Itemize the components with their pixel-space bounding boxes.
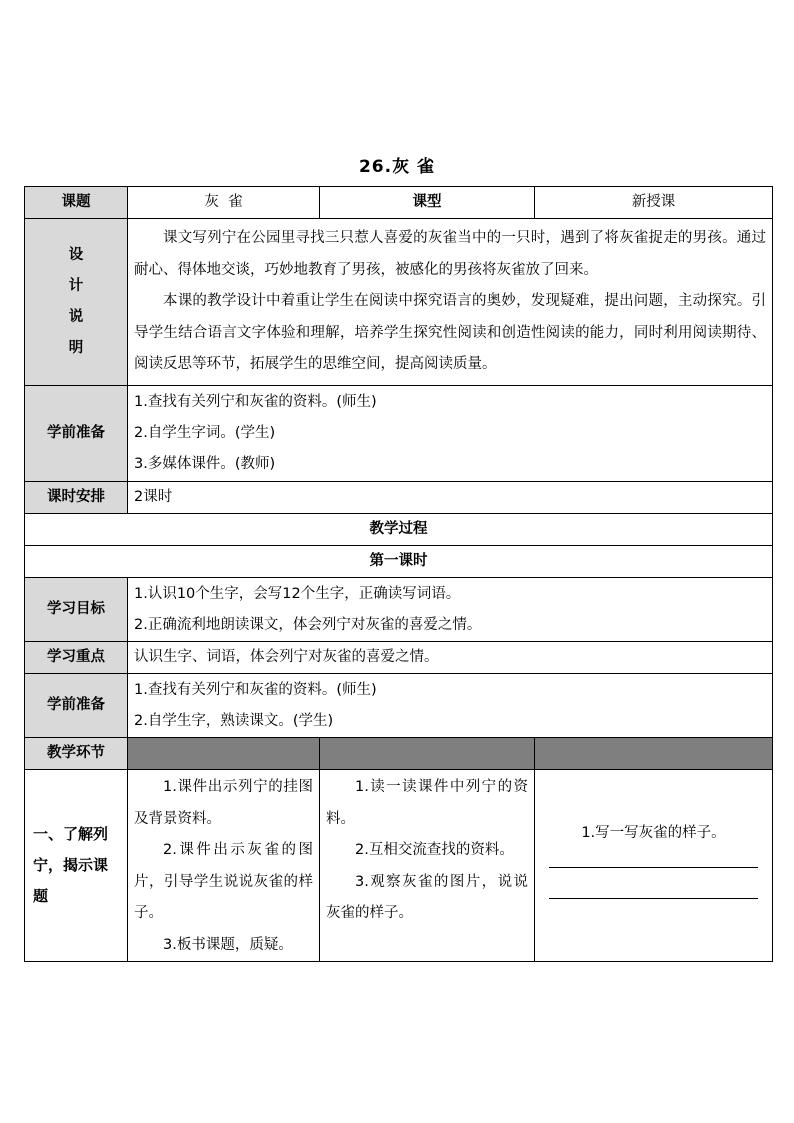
exercise-prompt: 1.写一写灰雀的样子。	[581, 825, 726, 841]
teacher-header-cell	[128, 738, 320, 770]
steps-label: 教学环节	[25, 738, 128, 770]
design-paragraph: 本课的教学设计中着重让学生在阅读中探究语言的奥妙，发现疑难，提出问题，主动探究。引导学生结合语言文字体验和理解，培养学生探究性阅读和创造性阅读的能力，同时利用阅读期待、阅读反思等环节，拓展学生的思维空间，提高阅读质量。	[134, 293, 766, 373]
prep1-row	[25, 386, 773, 482]
student-activity: 1.读一读课件中列宁的资料。	[326, 779, 528, 827]
prep2-items	[128, 674, 773, 738]
process-title: 教学过程	[25, 514, 773, 546]
type-value: 新授课	[535, 187, 773, 219]
step1-label: 一、了解列宁，揭示课题	[25, 770, 128, 962]
focus-value: 认识生字、词语，体会列宁对灰雀的喜爱之情。	[128, 642, 773, 674]
answer-line	[549, 898, 758, 899]
focus-label: 学习重点	[25, 642, 128, 674]
prep1-items	[128, 386, 773, 482]
page-title: 26.灰 雀	[358, 157, 436, 177]
process-title-row	[25, 514, 773, 546]
prep2-label: 学前准备	[25, 674, 128, 738]
list-item: 2.自学生字词。(学生)	[134, 425, 276, 441]
prep1-label: 学前准备	[25, 386, 128, 482]
teacher-activity: 1.课件出示列宁的挂图及背景资料。	[134, 779, 313, 827]
goals-items	[128, 578, 773, 642]
design-row	[25, 219, 773, 386]
period-title-row	[25, 546, 773, 578]
list-item: 1.查找有关列宁和灰雀的资料。(师生)	[134, 681, 377, 698]
step1-row	[25, 770, 773, 962]
student-header-cell	[320, 738, 535, 770]
design-text	[128, 219, 773, 386]
list-item: 2.自学生字，熟读课文。(学生)	[134, 712, 334, 729]
period-title: 第一课时	[25, 546, 773, 578]
goals-row	[25, 578, 773, 642]
list-item: 3.多媒体课件。(教师)	[134, 456, 276, 472]
prep2-row	[25, 674, 773, 738]
lesson-plan-table	[24, 186, 773, 962]
list-item: 1.认识10个生字，会写12个生字，正确读写词语。	[134, 585, 461, 602]
teacher-activity: 3.板书课题，质疑。	[163, 936, 293, 953]
step1-student	[320, 770, 535, 962]
goals-label: 学习目标	[25, 578, 128, 642]
design-paragraph: 课文写列宁在公园里寻找三只惹人喜爱的灰雀当中的一只时，遇到了将灰雀捉走的男孩。通过耐心、得体地交谈，巧妙地教育了男孩，被感化的男孩将灰雀放了回来。	[134, 230, 766, 278]
teacher-activity: 2.课件出示灰雀的图片，引导学生说说灰雀的样子。	[134, 842, 313, 921]
topic-value: 灰 雀	[128, 187, 320, 219]
step1-exercise	[535, 770, 773, 962]
schedule-value: 2课时	[128, 482, 773, 514]
header-row	[25, 187, 773, 219]
step1-teacher	[128, 770, 320, 962]
student-activity: 2.互相交流查找的资料。	[355, 842, 514, 858]
focus-row	[25, 642, 773, 674]
schedule-label: 课时安排	[25, 482, 128, 514]
type-label: 课型	[320, 187, 535, 219]
schedule-row	[25, 482, 773, 514]
design-label: 设 计 说 明	[25, 219, 128, 386]
steps-header-row	[25, 738, 773, 770]
list-item: 2.正确流利地朗读课文，体会列宁对灰雀的喜爱之情。	[134, 616, 482, 633]
exercise-header-cell	[535, 738, 773, 770]
topic-label: 课题	[25, 187, 128, 219]
student-activity: 3.观察灰雀的图片，说说灰雀的样子。	[326, 873, 528, 921]
list-item: 1.查找有关列宁和灰雀的资料。(师生)	[134, 394, 377, 410]
